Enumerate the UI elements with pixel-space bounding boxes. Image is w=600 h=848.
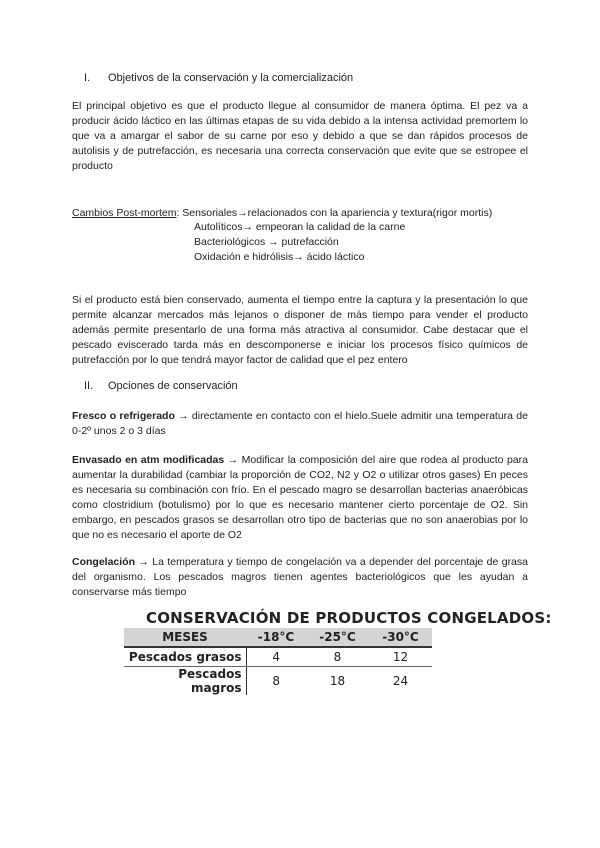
congelacion-text: → La temperatura y tiempo de congelación va a depender del porcentaje de grasa del organismo. Los pescados magros tienen agentes bacteriológicos que les ayudan a conservarse más tiempo — [72, 556, 528, 598]
section-heading-1 — [84, 72, 353, 84]
table-header: MESES — [124, 628, 246, 647]
section-number: II. — [84, 380, 94, 392]
envasado-text: → Modificar la composición del aire que rodea al producto para aumentar la durabilidad (cambiar la proporción de CO2, N2 y O2 o utilizar otros gases) En peces es necesaria su combinación con frío. En el pescado magro se desarrollan bacterias anaeróbicas como clostridium (botulismo) por lo que es necesario mantener cierto porcentaje de O2. Sin embargo, en pescados grasos se desarrollan otro tipo de bacterias que no son anaerobias por lo que no es necesario el aporte de O2 — [72, 454, 528, 541]
postmortem-label: Cambios Post-mortem — [72, 207, 177, 219]
row-label: Pescados grasos — [124, 647, 246, 667]
table-header-row — [124, 628, 432, 647]
congelacion-term: Congelación — [72, 556, 136, 568]
postmortem-item: Oxidación e hidrólisis→ ácido láctico — [194, 251, 365, 263]
table-header: -25°C — [306, 628, 369, 647]
objectives-paragraph: El principal objetivo es que el producto llegue al consumidor de manera óptima. El pez va a producir ácido láctico en las últimas etapas de su vida debido a la intensa actividad premortem lo que va a amargar el sabor de su carne por eso y debido a que se dan rápidos procesos de autolisis y de putrefacción, es necesaria una correcta conservación que evite que se estropee el producto — [72, 100, 528, 172]
section-number: I. — [84, 72, 91, 84]
postmortem-item: Sensoriales→relacionados con la apariencia y textura(rigor mortis) — [182, 207, 493, 219]
congelacion-paragraph — [72, 555, 528, 600]
fresco-paragraph — [72, 409, 528, 439]
table-row — [124, 667, 432, 696]
postmortem-colon: : — [176, 207, 180, 219]
section-title: Opciones de conservación — [108, 380, 238, 392]
table-title: CONSERVACIÓN DE PRODUCTOS CONGELADOS: — [146, 609, 552, 627]
postmortem-item: Autolíticos→ empeoran la calidad de la carne — [194, 221, 406, 233]
table-header: -18°C — [246, 628, 306, 647]
conservation-paragraph: Si el producto está bien conservado, aumenta el tiempo entre la captura y la presentación lo que permite alcanzar mercados más lejanos o disponer de más tiempo para vender el producto además permite presentarlo de una forma más atractiva al consumidor. Cabe destacar que el pescado eviscerado tarda más en descomponerse e iniciar los procesos físico químicos de putrefacción por lo que tendrá mayor factor de calidad que el pez entero — [72, 294, 528, 366]
table-cell: 12 — [369, 647, 432, 667]
table-cell: 18 — [329, 674, 346, 688]
table-cell: 8 — [272, 674, 281, 688]
fresco-term: Fresco o refrigerado — [72, 410, 175, 422]
conservation-table — [124, 628, 432, 695]
postmortem-row-1 — [72, 206, 492, 221]
table-row — [124, 647, 432, 667]
table-cell: 4 — [246, 647, 306, 667]
table-cell: 8 — [306, 647, 369, 667]
section-heading-2 — [84, 380, 238, 392]
table-cell: 24 — [392, 674, 409, 688]
section-title: Objetivos de la conservación y la comercialización — [108, 72, 354, 84]
postmortem-item: Bacteriológicos → putrefacción — [194, 236, 339, 248]
fresco-text: → directamente en contacto con el hielo.Suele admitir una temperatura de 0-2º unos 2 o 3 días — [72, 410, 528, 437]
table-header: -30°C — [369, 628, 432, 647]
row-label: Pescados magros — [124, 667, 246, 696]
envasado-paragraph — [72, 453, 528, 543]
envasado-term: Envasado en atm modificadas — [72, 454, 225, 466]
